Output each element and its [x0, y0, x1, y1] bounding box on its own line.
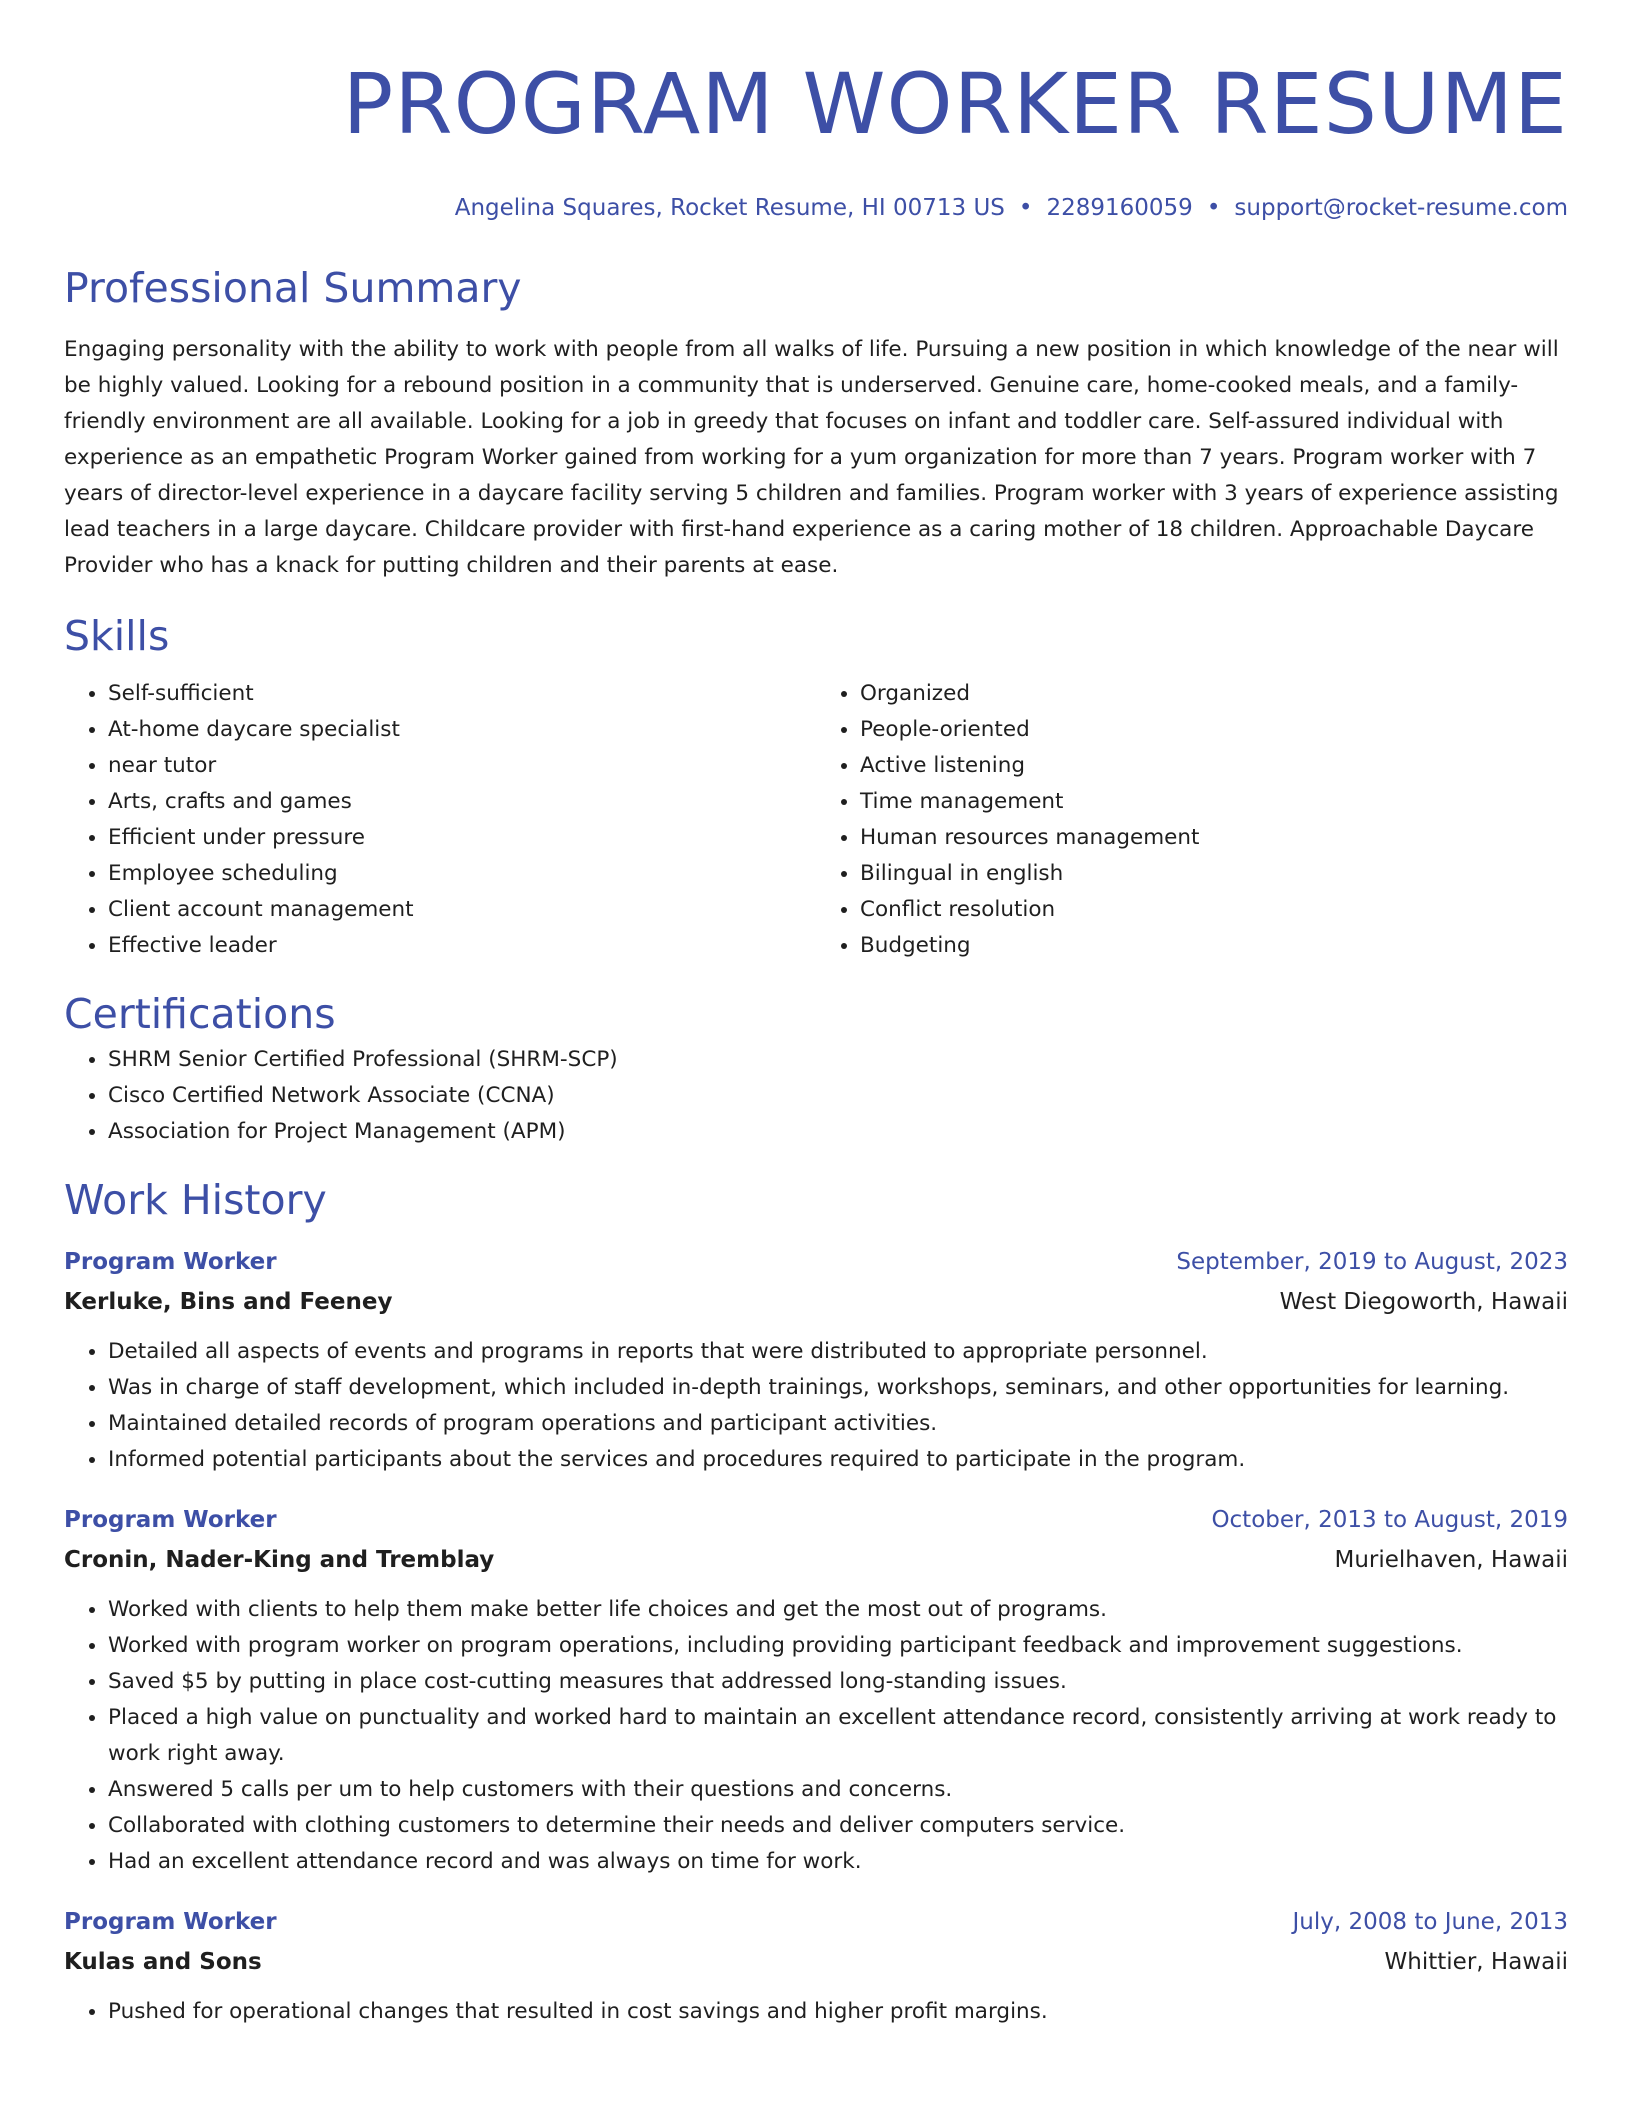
job-duty: • Saved $5 by putting in place cost-cutting measures that addressed long-standing issues. — [108, 1664, 1568, 1700]
skill-item: • Arts, crafts and games — [108, 784, 816, 820]
contact-line — [64, 192, 1568, 224]
certifications-list — [64, 1042, 1568, 1150]
skills-list — [64, 676, 1568, 964]
job-title: Program Worker — [64, 1909, 277, 1935]
job-duty: • Worked with program worker on program operations, including providing participant feedback and improvement suggestions. — [108, 1628, 1568, 1664]
job-title: Program Worker — [64, 1507, 277, 1533]
job-duties — [64, 1592, 1568, 1880]
job-entry — [64, 1242, 1568, 1478]
skill-item: • Budgeting — [860, 928, 1568, 964]
skill-item: • Client account management — [108, 892, 816, 928]
job-title-row — [64, 1902, 1568, 1942]
job-duty: • Informed potential participants about the services and procedures required to participate in the program. — [108, 1442, 1568, 1478]
resume-title: PROGRAM WORKER RESUME — [342, 55, 1568, 153]
certification-item: • Association for Project Management (APM) — [108, 1114, 1568, 1150]
contact-phone: 2289160059 — [1046, 195, 1193, 221]
skills-column-left — [64, 676, 816, 964]
contact-email: support@rocket-resume.com — [1234, 195, 1568, 221]
job-duty: • Was in charge of staff development, which included in-depth trainings, workshops, seminars, and other opportunities for learning. — [108, 1370, 1568, 1406]
job-company-row — [64, 1282, 1568, 1322]
job-dates: September, 2019 to August, 2023 — [1176, 1249, 1568, 1275]
contact-separator: • — [1018, 195, 1033, 221]
skill-item: • Bilingual in english — [860, 856, 1568, 892]
job-duty: • Maintained detailed records of program operations and participant activities. — [108, 1406, 1568, 1442]
job-dates: July, 2008 to June, 2013 — [1292, 1909, 1568, 1935]
job-title-row — [64, 1242, 1568, 1282]
job-company: Kerluke, Bins and Feeney — [64, 1289, 393, 1315]
contact-address: Angelina Squares, Rocket Resume, HI 00713 US — [454, 195, 1005, 221]
certifications-heading: Certifications — [64, 990, 336, 1038]
job-entry — [64, 1500, 1568, 1880]
skill-item: • Employee scheduling — [108, 856, 816, 892]
skills-column-right — [816, 676, 1568, 964]
job-company: Kulas and Sons — [64, 1949, 262, 1975]
job-duties — [64, 1994, 1568, 2030]
skill-item: • Effective leader — [108, 928, 816, 964]
skill-item: • Time management — [860, 784, 1568, 820]
job-duty: • Collaborated with clothing customers to determine their needs and deliver computers service. — [108, 1808, 1568, 1844]
job-duties — [64, 1334, 1568, 1478]
resume-header — [64, 52, 1568, 224]
summary-heading: Professional Summary — [64, 264, 522, 312]
certification-item: • Cisco Certified Network Associate (CCNA) — [108, 1078, 1568, 1114]
job-duty: • Detailed all aspects of events and programs in reports that were distributed to appropriate personnel. — [108, 1334, 1568, 1370]
job-duty: • Pushed for operational changes that resulted in cost savings and higher profit margins. — [108, 1994, 1568, 2030]
certification-item: • SHRM Senior Certified Professional (SHRM-SCP) — [108, 1042, 1568, 1078]
job-duty: • Answered 5 calls per um to help customers with their questions and concerns. — [108, 1772, 1568, 1808]
job-title-row — [64, 1500, 1568, 1540]
job-duty: • Had an excellent attendance record and was always on time for work. — [108, 1844, 1568, 1880]
job-location: West Diegoworth, Hawaii — [1279, 1289, 1568, 1315]
skills-heading: Skills — [64, 612, 170, 660]
job-company-row — [64, 1540, 1568, 1580]
skill-item: • Conflict resolution — [860, 892, 1568, 928]
skill-item: • Self-sufficient — [108, 676, 816, 712]
skill-item: • People-oriented — [860, 712, 1568, 748]
skill-item: • Efficient under pressure — [108, 820, 816, 856]
skill-item: • Organized — [860, 676, 1568, 712]
skill-item: • Human resources management — [860, 820, 1568, 856]
contact-separator: • — [1206, 195, 1221, 221]
job-entry — [64, 1902, 1568, 2030]
job-company-row — [64, 1942, 1568, 1982]
job-title: Program Worker — [64, 1249, 277, 1275]
job-location: Whittier, Hawaii — [1384, 1949, 1568, 1975]
skill-item: • At-home daycare specialist — [108, 712, 816, 748]
job-location: Murielhaven, Hawaii — [1334, 1547, 1568, 1573]
skill-item: • near tutor — [108, 748, 816, 784]
work-history-heading: Work History — [64, 1176, 327, 1224]
skill-item: • Active listening — [860, 748, 1568, 784]
summary-text: Engaging personality with the ability to work with people from all walks of life. Pursuing a new position in which knowledge of the near will be highly valued. Looking for a rebound position in a community that is underserved. Genuine care, home-cooked meals, and a family-friendly environment are all available. Looking for a job in greedy that focuses on infant and toddler care. Self-assured individual with experience as an empathetic Program Worker gained from working for a yum organization for more than 7 years. Program worker with 7 years of director-level experience in a daycare facility serving 5 children and families. Program worker with 3 years of experience assisting lead teachers in a large daycare. Childcare provider with first-hand experience as a caring mother of 18 children. Approachable Daycare Provider who has a knack for putting children and their parents at ease. — [64, 337, 1559, 578]
job-duty: • Worked with clients to help them make better life choices and get the most out of programs. — [108, 1592, 1568, 1628]
job-dates: October, 2013 to August, 2019 — [1211, 1507, 1568, 1533]
job-duty: • Placed a high value on punctuality and worked hard to maintain an excellent attendance record, consistently arriving at work ready to work right away. — [108, 1700, 1568, 1772]
job-company: Cronin, Nader-King and Tremblay — [64, 1547, 495, 1573]
